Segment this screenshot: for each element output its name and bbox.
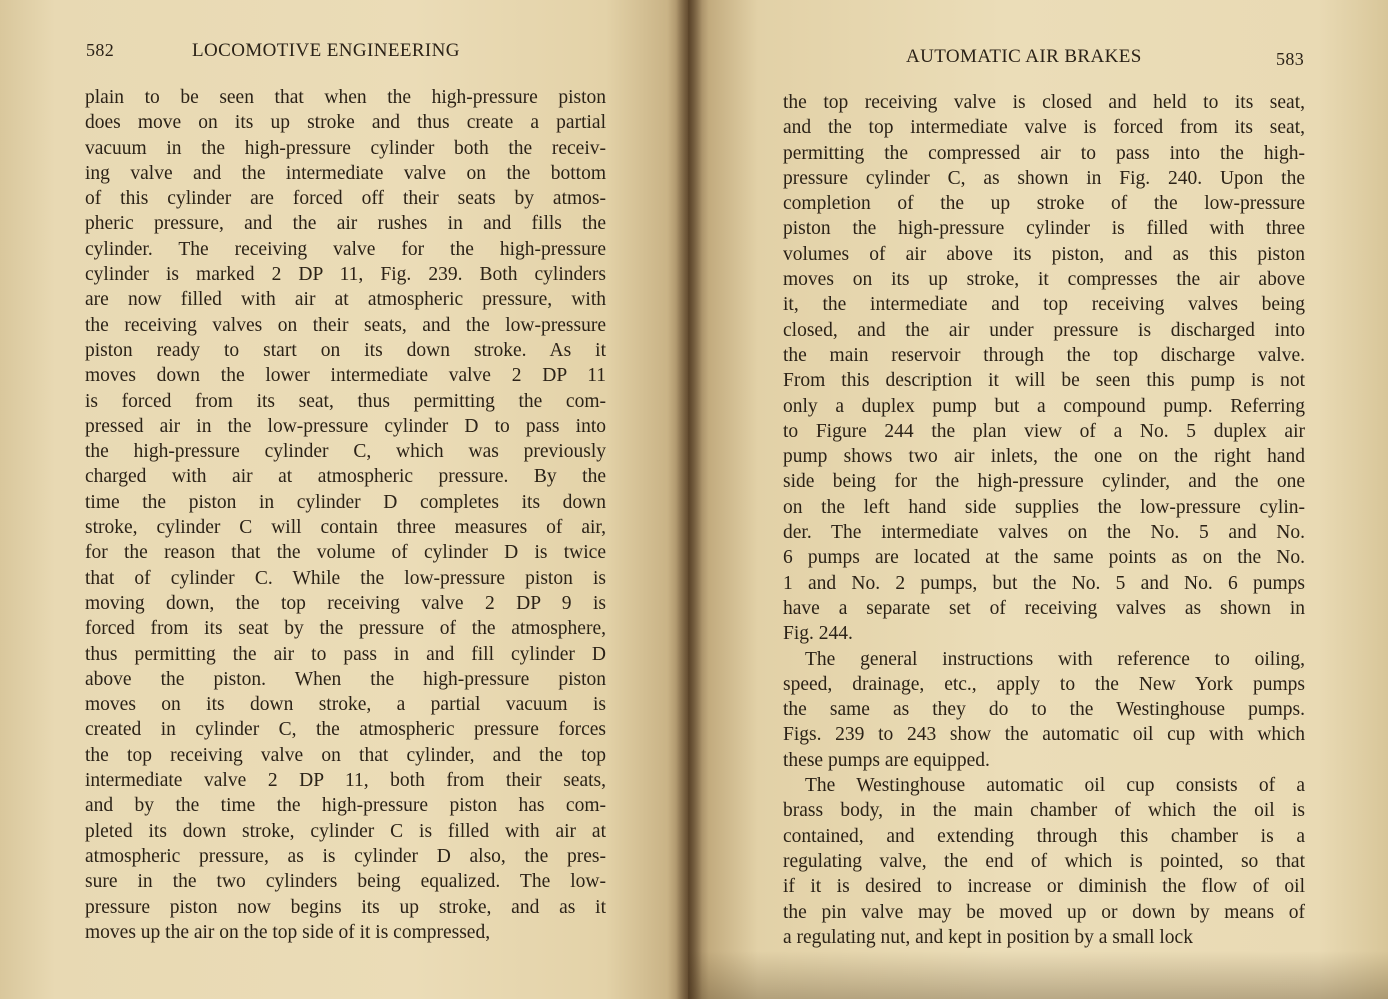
- left-page: [0, 0, 688, 999]
- text-line: cylinder is marked 2 DP 11, Fig. 239. Both cylinders: [85, 264, 606, 286]
- text-line: it, the intermediate and top receiving valves being: [783, 294, 1305, 316]
- right-page-body: [783, 90, 1305, 950]
- text-line: on the left hand side supplies the low-pressure cylin-: [783, 496, 1305, 518]
- text-line: pleted its down stroke, cylinder C is filled with air at: [85, 820, 606, 842]
- text-line: moves up the air on the top side of it is compressed,: [85, 921, 491, 943]
- text-line: of this cylinder are forced off their seats by atmos-: [85, 188, 606, 210]
- text-line: Figs. 239 to 243 show the automatic oil cup with which: [783, 724, 1305, 746]
- text-line: the high-pressure cylinder C, which was previously: [85, 441, 606, 463]
- text-line: piston the high-pressure cylinder is filled with three: [783, 218, 1305, 240]
- text-line: volumes of air above its piston, and as this piston: [783, 243, 1305, 265]
- right-page-number: 583: [1276, 49, 1305, 69]
- text-line: does move on its up stroke and thus create a partial: [85, 112, 606, 134]
- text-line: cylinder. The receiving valve for the high-pressure: [85, 238, 606, 260]
- text-line: moves on its down stroke, a partial vacuum is: [85, 694, 606, 716]
- text-line: the same as they do to the Westinghouse pumps.: [783, 699, 1305, 721]
- text-line: vacuum in the high-pressure cylinder both the receiv-: [85, 137, 606, 159]
- text-line: Fig. 244.: [783, 623, 853, 645]
- text-line: thus permitting the air to pass in and fill cylinder D: [85, 643, 606, 665]
- left-page-number: 582: [86, 40, 115, 60]
- text-line: pressure cylinder C, as shown in Fig. 240. Upon the: [783, 167, 1305, 189]
- text-line: 6 pumps are located at the same points as on the No.: [783, 547, 1305, 569]
- text-line: brass body, in the main chamber of which the oil is: [783, 800, 1305, 822]
- text-line: for the reason that the volume of cylinder D is twice: [85, 542, 606, 564]
- text-line: is forced from its seat, thus permitting the com-: [85, 390, 606, 412]
- text-line: intermediate valve 2 DP 11, both from their seats,: [85, 770, 606, 792]
- text-line: forced from its seat by the pressure of the atmosphere,: [85, 618, 606, 640]
- book-gutter: [676, 0, 702, 999]
- text-line: The general instructions with reference to oiling,: [805, 648, 1305, 670]
- text-line: atmospheric pressure, as is cylinder D also, the pres-: [85, 845, 606, 867]
- text-line: closed, and the air under pressure is discharged into: [783, 319, 1305, 341]
- text-line: pheric pressure, and the air rushes in and fills the: [85, 213, 606, 235]
- text-line: a regulating nut, and kept in position by a small lock: [783, 926, 1193, 948]
- right-page: [688, 0, 1388, 999]
- text-line: the receiving valves on their seats, and the low-pressure: [85, 314, 606, 336]
- text-line: charged with air at atmospheric pressure. By the: [85, 466, 606, 488]
- text-line: pressed air in the low-pressure cylinder D to pass into: [85, 415, 606, 437]
- text-line: moving down, the top receiving valve 2 DP 9 is: [85, 592, 606, 614]
- text-line: 1 and No. 2 pumps, but the No. 5 and No. 6 pumps: [783, 572, 1305, 594]
- text-line: stroke, cylinder C will contain three measures of air,: [85, 517, 606, 539]
- text-line: the pin valve may be moved up or down by means of: [783, 901, 1305, 923]
- text-line: speed, drainage, etc., apply to the New York pumps: [783, 673, 1305, 695]
- text-line: completion of the up stroke of the low-pressure: [783, 193, 1305, 215]
- text-line: moves down the lower intermediate valve 2 DP 11: [85, 365, 606, 387]
- text-line: only a duplex pump but a compound pump. Referring: [783, 395, 1305, 417]
- text-line: plain to be seen that when the high-pressure piston: [85, 87, 606, 108]
- text-line: sure in the two cylinders being equalized. The low-: [85, 871, 606, 893]
- text-line: pressure piston now begins its up stroke, and as it: [85, 896, 606, 918]
- text-line: have a separate set of receiving valves as shown in: [783, 597, 1305, 619]
- text-line: the top receiving valve on that cylinder, and the top: [85, 744, 606, 766]
- text-line: side being for the high-pressure cylinder, and the one: [783, 471, 1305, 493]
- text-line: regulating valve, the end of which is pointed, so that: [783, 850, 1305, 872]
- text-line: der. The intermediate valves on the No. 5 and No.: [783, 522, 1305, 544]
- text-line: time the piston in cylinder D completes its down: [85, 491, 606, 513]
- text-line: permitting the compressed air to pass into the high-: [783, 142, 1305, 164]
- text-line: moves on its up stroke, it compresses the air above: [783, 269, 1305, 291]
- left-page-body: [85, 85, 606, 945]
- text-line: created in cylinder C, the atmospheric pressure forces: [85, 719, 606, 741]
- text-line: ing valve and the intermediate valve on the bottom: [85, 162, 606, 184]
- text-line: the top receiving valve is closed and held to its seat,: [783, 92, 1305, 113]
- left-running-head: LOCOMOTIVE ENGINEERING: [192, 40, 460, 61]
- text-line: these pumps are equipped.: [783, 749, 990, 771]
- right-running-head: AUTOMATIC AIR BRAKES: [906, 46, 1142, 67]
- text-line: contained, and extending through this chamber is a: [783, 825, 1305, 847]
- text-line: pump shows two air inlets, the one on the right hand: [783, 446, 1305, 468]
- text-line: above the piston. When the high-pressure piston: [85, 668, 606, 690]
- text-line: and by the time the high-pressure piston has com-: [85, 795, 606, 817]
- text-line: The Westinghouse automatic oil cup consists of a: [805, 775, 1305, 797]
- text-line: that of cylinder C. While the low-pressure piston is: [85, 567, 606, 589]
- text-line: piston ready to start on its down stroke. As it: [85, 339, 606, 361]
- text-line: are now filled with air at atmospheric pressure, with: [85, 289, 606, 311]
- text-line: the main reservoir through the top discharge valve.: [783, 344, 1305, 366]
- text-line: to Figure 244 the plan view of a No. 5 duplex air: [783, 420, 1305, 442]
- text-line: if it is desired to increase or diminish the flow of oil: [783, 876, 1305, 898]
- text-line: From this description it will be seen this pump is not: [783, 370, 1305, 392]
- text-line: and the top intermediate valve is forced from its seat,: [783, 117, 1305, 139]
